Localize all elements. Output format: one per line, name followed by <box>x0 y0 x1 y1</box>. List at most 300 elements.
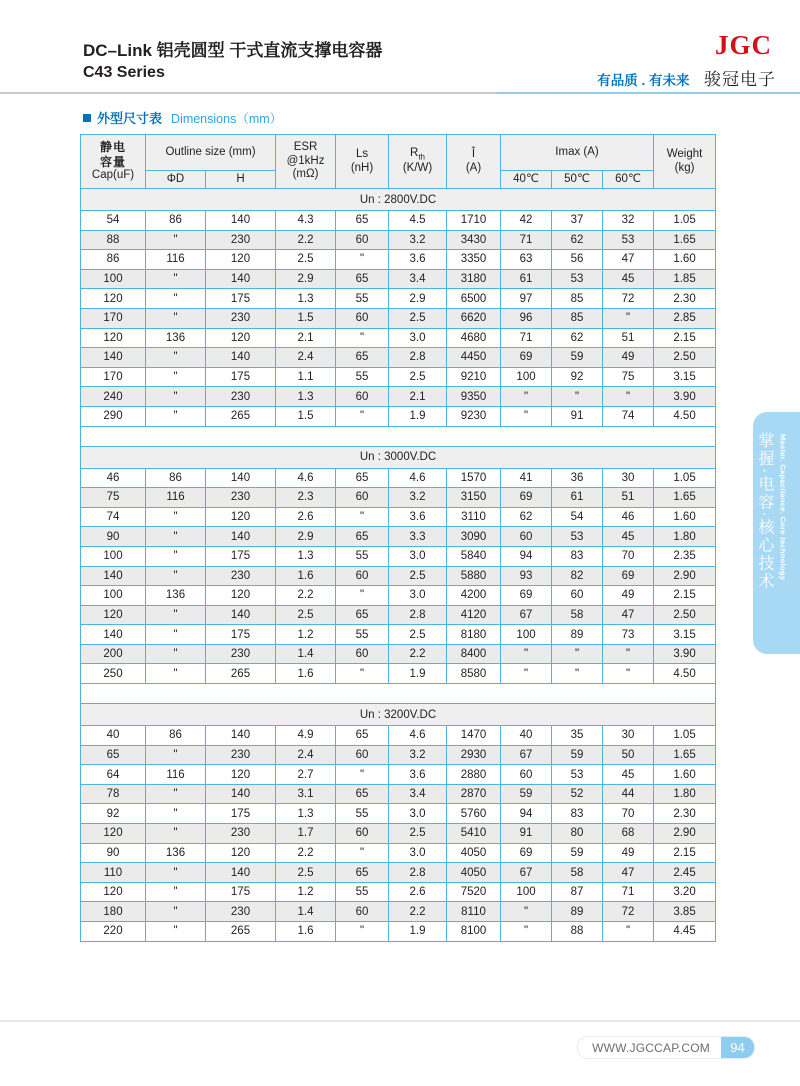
table-cell: 91 <box>552 406 603 426</box>
table-cell: 5760 <box>447 804 501 824</box>
table-cell: 47 <box>603 605 654 625</box>
table-cell: 70 <box>603 804 654 824</box>
table-cell: 175 <box>206 546 276 566</box>
table-cell: 2.15 <box>654 586 716 606</box>
voltage-group-label: Un : 2800V.DC <box>81 189 716 211</box>
table-cell: 120 <box>81 328 146 348</box>
table-cell: " <box>336 586 389 606</box>
table-cell: 65 <box>336 348 389 368</box>
table-cell: 9350 <box>447 387 501 407</box>
table-cell: " <box>336 507 389 527</box>
table-cell: 2880 <box>447 765 501 785</box>
table-cell: " <box>603 644 654 664</box>
table-cell: 65 <box>336 784 389 804</box>
table-cell: 94 <box>501 804 552 824</box>
table-row <box>81 804 716 824</box>
table-cell: 4.6 <box>389 468 447 488</box>
table-cell: 140 <box>206 527 276 547</box>
table-cell: 83 <box>552 804 603 824</box>
table-cell: 55 <box>336 625 389 645</box>
table-cell: 45 <box>603 765 654 785</box>
table-cell: 4120 <box>447 605 501 625</box>
product-title-cn: DC–Link 铝壳圆型 干式直流支撑电容器 <box>83 41 383 60</box>
table-cell: 230 <box>206 308 276 328</box>
table-cell: 230 <box>206 566 276 586</box>
table-row <box>81 784 716 804</box>
table-cell: 71 <box>603 882 654 902</box>
table-row <box>81 250 716 270</box>
table-cell: 1.6 <box>276 566 336 586</box>
table-cell: 3110 <box>447 507 501 527</box>
table-cell: " <box>146 922 206 942</box>
table-group-gap-cell <box>81 426 716 446</box>
table-cell: " <box>501 922 552 942</box>
col-header-imax: Imax (A) <box>501 135 654 171</box>
table-cell: 55 <box>336 546 389 566</box>
table-cell: 88 <box>552 922 603 942</box>
table-cell: 3.6 <box>389 507 447 527</box>
table-cell: 175 <box>206 289 276 309</box>
table-cell: 60 <box>501 527 552 547</box>
table-cell: 170 <box>81 367 146 387</box>
table-cell: 80 <box>552 824 603 844</box>
table-cell: 1.3 <box>276 804 336 824</box>
col-header-outline-size: Outline size (mm) <box>146 135 276 171</box>
table-cell: 73 <box>603 625 654 645</box>
table-cell: 116 <box>146 488 206 508</box>
table-cell: 2.50 <box>654 605 716 625</box>
table-cell: 140 <box>206 468 276 488</box>
table-cell: 1.2 <box>276 882 336 902</box>
rth-header-line1 <box>389 147 446 162</box>
table-cell: 140 <box>206 269 276 289</box>
table-cell: 60 <box>336 488 389 508</box>
table-cell: 240 <box>81 387 146 407</box>
table-cell: " <box>146 664 206 684</box>
table-cell: 59 <box>552 348 603 368</box>
table-cell: 3.2 <box>389 488 447 508</box>
table-row <box>81 863 716 883</box>
table-cell: " <box>146 566 206 586</box>
table-cell: 8580 <box>447 664 501 684</box>
table-cell: " <box>146 230 206 250</box>
brand-slogan: 有品质 . 有未来 <box>597 73 690 88</box>
table-cell: 86 <box>146 468 206 488</box>
table-cell: 92 <box>81 804 146 824</box>
table-cell: 1.4 <box>276 644 336 664</box>
table-cell: " <box>146 527 206 547</box>
table-cell: 2.5 <box>389 367 447 387</box>
table-cell: 55 <box>336 367 389 387</box>
voltage-group-header <box>81 704 716 726</box>
table-cell: " <box>146 387 206 407</box>
table-cell: 69 <box>603 566 654 586</box>
table-cell: 140 <box>81 625 146 645</box>
table-row <box>81 406 716 426</box>
table-cell: 1.65 <box>654 745 716 765</box>
table-cell: 36 <box>552 468 603 488</box>
table-cell: " <box>146 605 206 625</box>
table-row <box>81 546 716 566</box>
table-cell: 65 <box>336 605 389 625</box>
table-cell: " <box>501 664 552 684</box>
table-cell: " <box>146 308 206 328</box>
table-cell: 49 <box>603 586 654 606</box>
table-cell: 140 <box>81 566 146 586</box>
table-cell: 2.1 <box>276 328 336 348</box>
table-cell: " <box>146 902 206 922</box>
table-cell: 2.8 <box>389 863 447 883</box>
table-cell: 230 <box>206 824 276 844</box>
table-cell: 61 <box>552 488 603 508</box>
table-cell: 2.5 <box>389 566 447 586</box>
table-cell: 1.3 <box>276 289 336 309</box>
table-row <box>81 922 716 942</box>
col-header-imax-50c: 50℃ <box>552 171 603 189</box>
table-cell: 1.6 <box>276 922 336 942</box>
table-cell: 2.85 <box>654 308 716 328</box>
table-cell: 67 <box>501 605 552 625</box>
table-cell: 5410 <box>447 824 501 844</box>
table-cell: 69 <box>501 348 552 368</box>
table-cell: " <box>146 507 206 527</box>
table-row <box>81 843 716 863</box>
table-cell: 54 <box>552 507 603 527</box>
cap-header-cn2: 容量 <box>99 154 126 169</box>
table-cell: 60 <box>336 824 389 844</box>
table-cell: 37 <box>552 211 603 231</box>
table-cell: 86 <box>81 250 146 270</box>
table-cell: 75 <box>603 367 654 387</box>
table-cell: 110 <box>81 863 146 883</box>
table-cell: 120 <box>81 824 146 844</box>
table-cell: 82 <box>552 566 603 586</box>
col-header-peak-current <box>447 135 501 189</box>
table-cell: 4050 <box>447 863 501 883</box>
table-cell: 1470 <box>447 726 501 746</box>
table-cell: 70 <box>603 546 654 566</box>
table-group-gap <box>81 684 716 704</box>
col-header-imax-60c: 60℃ <box>603 171 654 189</box>
table-cell: 68 <box>603 824 654 844</box>
table-cell: 67 <box>501 863 552 883</box>
table-cell: 60 <box>552 586 603 606</box>
table-cell: 71 <box>501 328 552 348</box>
table-cell: 3.15 <box>654 625 716 645</box>
table-cell: 40 <box>501 726 552 746</box>
table-cell: 2.5 <box>389 824 447 844</box>
table-cell: 175 <box>206 367 276 387</box>
table-cell: " <box>552 387 603 407</box>
side-tab-text-cn: 掌握·电容·核心技术 <box>756 432 773 591</box>
footer-website-url[interactable]: WWW.JGCCAP.COM <box>592 1040 710 1055</box>
table-cell: 69 <box>501 488 552 508</box>
table-cell: 60 <box>336 745 389 765</box>
table-row <box>81 664 716 684</box>
table-cell: " <box>146 824 206 844</box>
header-row-main <box>81 135 716 171</box>
table-cell: 65 <box>336 863 389 883</box>
table-row <box>81 211 716 231</box>
table-cell: 65 <box>336 211 389 231</box>
table-cell: 220 <box>81 922 146 942</box>
table-cell: 2.2 <box>389 902 447 922</box>
table-cell: 53 <box>552 765 603 785</box>
table-row <box>81 348 716 368</box>
table-cell: 1.4 <box>276 902 336 922</box>
table-cell: 3.20 <box>654 882 716 902</box>
table-cell: 2.45 <box>654 863 716 883</box>
table-cell: 6500 <box>447 289 501 309</box>
table-cell: 140 <box>206 784 276 804</box>
table-cell: 4200 <box>447 586 501 606</box>
table-cell: 8110 <box>447 902 501 922</box>
cap-header-cn1: 静电 <box>99 140 126 155</box>
table-cell: 1.9 <box>389 406 447 426</box>
table-cell: 1.85 <box>654 269 716 289</box>
table-cell: 3.0 <box>389 546 447 566</box>
table-cell: 2.6 <box>389 882 447 902</box>
page-header <box>0 0 800 96</box>
table-cell: 60 <box>336 230 389 250</box>
table-cell: 55 <box>336 289 389 309</box>
table-cell: 3.6 <box>389 765 447 785</box>
table-cell: 71 <box>501 230 552 250</box>
table-cell: 60 <box>336 902 389 922</box>
table-cell: 94 <box>501 546 552 566</box>
table-cell: 120 <box>81 605 146 625</box>
footer-pill <box>577 1036 755 1059</box>
table-cell: " <box>146 367 206 387</box>
table-cell: 140 <box>206 863 276 883</box>
table-cell: 136 <box>146 328 206 348</box>
ls-header-line2: (nH) <box>350 161 374 174</box>
table-cell: " <box>336 765 389 785</box>
square-bullet-icon <box>83 114 91 122</box>
table-cell: 4.6 <box>276 468 336 488</box>
table-cell: 1.3 <box>276 387 336 407</box>
table-cell: 2.50 <box>654 348 716 368</box>
table-cell: 62 <box>552 230 603 250</box>
table-cell: 46 <box>81 468 146 488</box>
table-row <box>81 527 716 547</box>
table-cell: " <box>146 289 206 309</box>
table-cell: 1.6 <box>276 664 336 684</box>
table-cell: 116 <box>146 765 206 785</box>
product-series: C43 Series <box>83 64 165 82</box>
table-cell: 1.65 <box>654 488 716 508</box>
table-cell: 230 <box>206 745 276 765</box>
table-cell: " <box>146 625 206 645</box>
table-cell: 2.4 <box>276 348 336 368</box>
table-cell: 30 <box>603 468 654 488</box>
table-cell: 1.60 <box>654 765 716 785</box>
table-cell: 92 <box>552 367 603 387</box>
table-cell: " <box>146 644 206 664</box>
table-row <box>81 289 716 309</box>
weight-header-line1: Weight <box>666 147 703 160</box>
table-cell: " <box>336 250 389 270</box>
table-cell: 2930 <box>447 745 501 765</box>
ls-header-line1: Ls <box>355 147 369 160</box>
table-cell: 63 <box>501 250 552 270</box>
table-body <box>81 189 716 942</box>
table-cell: 3.2 <box>389 745 447 765</box>
table-cell: 1.7 <box>276 824 336 844</box>
table-cell: 265 <box>206 406 276 426</box>
table-cell: " <box>501 902 552 922</box>
table-cell: 89 <box>552 902 603 922</box>
table-cell: 86 <box>146 211 206 231</box>
table-cell: 3.3 <box>389 527 447 547</box>
table-cell: 136 <box>146 843 206 863</box>
table-row <box>81 765 716 785</box>
table-cell: 49 <box>603 348 654 368</box>
table-cell: 74 <box>81 507 146 527</box>
table-cell: 61 <box>501 269 552 289</box>
table-cell: 65 <box>336 468 389 488</box>
table-cell: 120 <box>206 586 276 606</box>
table-cell: 54 <box>81 211 146 231</box>
table-cell: 85 <box>552 308 603 328</box>
table-cell: 230 <box>206 902 276 922</box>
esr-header-line1: ESR <box>293 140 318 153</box>
table-cell: 6620 <box>447 308 501 328</box>
table-cell: 5840 <box>447 546 501 566</box>
table-group-gap <box>81 426 716 446</box>
table-cell: 140 <box>206 605 276 625</box>
table-cell: 230 <box>206 488 276 508</box>
table-cell: 3.6 <box>389 250 447 270</box>
table-cell: 53 <box>552 527 603 547</box>
header-divider-left <box>0 92 497 94</box>
table-cell: 136 <box>146 586 206 606</box>
table-cell: 40 <box>81 726 146 746</box>
table-cell: 230 <box>206 644 276 664</box>
table-cell: 8180 <box>447 625 501 645</box>
voltage-group-label: Un : 3200V.DC <box>81 704 716 726</box>
table-cell: 1.5 <box>276 308 336 328</box>
table-cell: 65 <box>81 745 146 765</box>
voltage-group-label: Un : 3000V.DC <box>81 446 716 468</box>
table-cell: 3.4 <box>389 784 447 804</box>
table-cell: 45 <box>603 269 654 289</box>
table-cell: 2.5 <box>276 250 336 270</box>
table-cell: 4.5 <box>389 211 447 231</box>
table-cell: 140 <box>206 348 276 368</box>
table-cell: " <box>501 644 552 664</box>
table-cell: " <box>336 664 389 684</box>
table-cell: 96 <box>501 308 552 328</box>
table-cell: 1.2 <box>276 625 336 645</box>
page-title <box>83 40 382 83</box>
header-divider-right <box>497 92 800 94</box>
table-cell: 1.05 <box>654 726 716 746</box>
cap-header-en: Cap(uF) <box>91 168 135 181</box>
table-cell: 3.0 <box>389 843 447 863</box>
table-cell: " <box>336 922 389 942</box>
table-cell: 175 <box>206 625 276 645</box>
brand-subline <box>597 65 776 90</box>
table-cell: 1.3 <box>276 546 336 566</box>
table-cell: 60 <box>336 387 389 407</box>
table-cell: 72 <box>603 289 654 309</box>
table-row <box>81 328 716 348</box>
section-title-cn: 外型尺寸表 <box>97 111 163 126</box>
table-cell: " <box>336 843 389 863</box>
table-cell: 55 <box>336 804 389 824</box>
table-cell: 56 <box>552 250 603 270</box>
table-cell: 4450 <box>447 348 501 368</box>
table-cell: 44 <box>603 784 654 804</box>
table-cell: 42 <box>501 211 552 231</box>
table-cell: 100 <box>501 882 552 902</box>
side-tab-inner <box>753 412 800 654</box>
table-cell: 140 <box>81 348 146 368</box>
table-cell: 2.4 <box>276 745 336 765</box>
table-cell: 200 <box>81 644 146 664</box>
table-cell: " <box>603 308 654 328</box>
table-cell: 52 <box>552 784 603 804</box>
table-cell: 2.30 <box>654 804 716 824</box>
table-cell: 3.15 <box>654 367 716 387</box>
table-cell: 2.8 <box>389 605 447 625</box>
table-cell: 120 <box>206 250 276 270</box>
table-cell: 2870 <box>447 784 501 804</box>
table-cell: 3.0 <box>389 586 447 606</box>
table-row <box>81 882 716 902</box>
table-cell: 88 <box>81 230 146 250</box>
table-cell: " <box>336 406 389 426</box>
table-cell: " <box>146 784 206 804</box>
table-cell: 2.15 <box>654 328 716 348</box>
footer-divider <box>0 1020 800 1022</box>
table-cell: 4.50 <box>654 406 716 426</box>
footer-page-number: 94 <box>721 1037 754 1058</box>
table-cell: 65 <box>336 726 389 746</box>
table-cell: 90 <box>81 527 146 547</box>
table-cell: 32 <box>603 211 654 231</box>
table-cell: 265 <box>206 664 276 684</box>
table-cell: 2.30 <box>654 289 716 309</box>
table-cell: 74 <box>603 406 654 426</box>
table-cell: 1.9 <box>389 664 447 684</box>
brand-name-cn: 骏冠电子 <box>704 70 776 89</box>
table-cell: 4.50 <box>654 664 716 684</box>
table-cell: " <box>552 664 603 684</box>
table-cell: 120 <box>206 328 276 348</box>
table-cell: 2.7 <box>276 765 336 785</box>
table-cell: 100 <box>501 625 552 645</box>
table-cell: 290 <box>81 406 146 426</box>
table-cell: 180 <box>81 902 146 922</box>
col-header-diameter: ΦD <box>146 171 206 189</box>
table-row <box>81 488 716 508</box>
table-cell: 2.2 <box>389 644 447 664</box>
table-row <box>81 308 716 328</box>
table-cell: 58 <box>552 863 603 883</box>
table-cell: 140 <box>206 211 276 231</box>
table-cell: " <box>146 546 206 566</box>
table-cell: 2.9 <box>389 289 447 309</box>
table-cell: 59 <box>552 843 603 863</box>
col-header-weight <box>654 135 716 189</box>
table-cell: 1.5 <box>276 406 336 426</box>
table-cell: 140 <box>206 726 276 746</box>
table-cell: 83 <box>552 546 603 566</box>
table-cell: 67 <box>501 745 552 765</box>
table-cell: " <box>336 328 389 348</box>
